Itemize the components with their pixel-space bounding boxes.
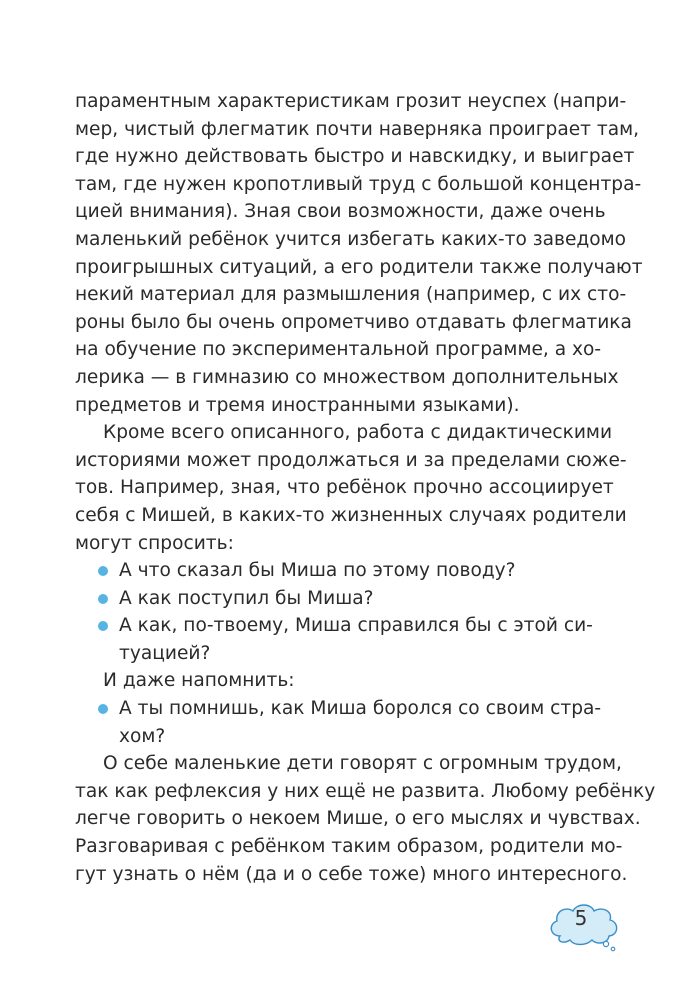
text-line: мер, чистый флегматик почти наверняка проиграет там, [75, 118, 640, 140]
bullet-item [75, 695, 602, 723]
bullet-dot-icon [98, 594, 108, 604]
bullet-item-continuation: туацией? [119, 642, 211, 664]
text-line: историями может продолжаться и за пределами сюже- [75, 449, 627, 471]
text-line: некий материал для размышления (например, с их сто- [75, 284, 627, 306]
bullet-dot-icon [98, 566, 108, 576]
bullet-dot-icon [98, 704, 108, 714]
text-line: проигрышных ситуаций, а его родители также получают [75, 256, 643, 278]
bullet-item [75, 585, 583, 613]
text-line: себя с Мишей, в каких-то жизненных случаях родители [75, 504, 627, 526]
bullet-item [75, 612, 593, 640]
page-body-text [75, 88, 656, 888]
page-number: 5 [574, 906, 588, 930]
text-line: там, где нужен кропотливый труд с большой концентра- [75, 173, 642, 195]
bullet-item-continuation: хом? [119, 725, 166, 747]
text-line: маленький ребёнок учится избегать каких-то заведомо [75, 228, 627, 250]
bullet-item-text: А как, по-твоему, Миша справился бы с этой си- [119, 615, 593, 637]
text-line: легче говорить о некоем Мише, о его мыслях и чувствах. [75, 808, 641, 830]
text-line: цией внимания). Зная свои возможности, даже очень [75, 201, 606, 223]
text-line: И даже напомнить: [103, 670, 295, 692]
text-line: О себе маленькие дети говорят с огромным трудом, [103, 753, 622, 775]
text-line: лерика — в гимназию со множеством дополнительных [75, 366, 619, 388]
text-line: предметов и тремя иностранными языками). [75, 394, 520, 416]
text-line: Разговаривая с ребёнком таким образом, родители мо- [75, 836, 623, 858]
bullet-item-text: А как поступил бы Миша? [119, 587, 374, 609]
text-line: параментным характеристикам грозит неуспех (напри- [75, 91, 627, 112]
text-line: так как рефлексия у них ещё не развита. Любому ребёнку [75, 780, 656, 802]
text-line: гут узнать о нём (да и о себе тоже) много интересного. [75, 863, 628, 885]
bullet-item [75, 557, 583, 585]
text-line: роны было бы очень опрометчиво отдавать флегматика [75, 311, 632, 333]
text-line: Кроме всего описанного, работа с дидактическими [103, 422, 613, 444]
text-line: где нужно действовать быстро и навскидку, и выиграет [75, 146, 635, 168]
bullet-item-text: А ты помнишь, как Миша боролся со своим стра- [119, 698, 602, 720]
text-line: на обучение по экспериментальной программе, а хо- [75, 339, 602, 361]
text-line: тов. Например, зная, что ребёнок прочно ассоциирует [75, 477, 614, 499]
text-line: могут спросить: [75, 532, 234, 554]
bullet-item-text: А что сказал бы Миша по этому поводу? [119, 560, 516, 582]
bullet-dot-icon [98, 621, 108, 631]
